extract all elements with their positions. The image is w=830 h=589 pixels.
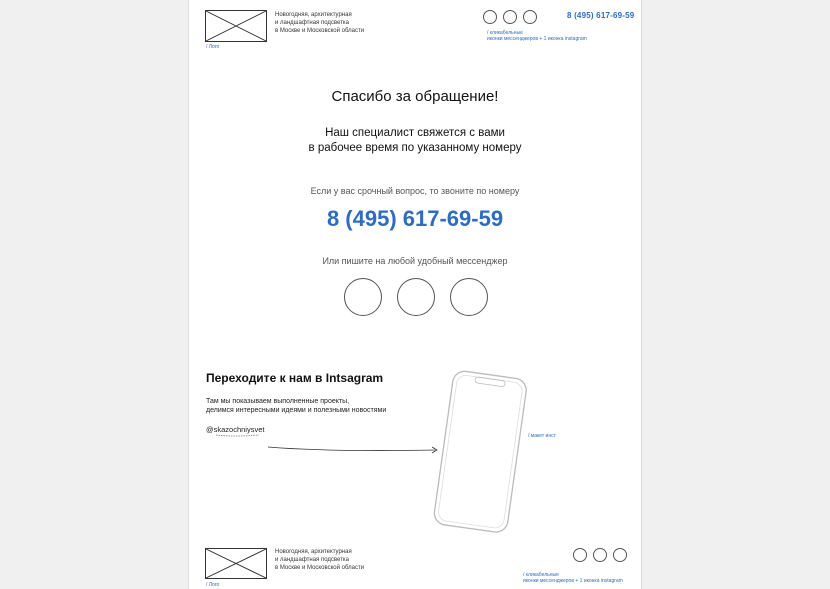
urgent-text: Если у вас срочный вопрос, то звоните по номеру [310, 186, 520, 196]
messenger-icon[interactable] [483, 10, 497, 24]
footer-messenger-note: / кликабельные иконки мессенджеров + 1 иконка instagram [523, 572, 623, 584]
messenger-icon[interactable] [397, 278, 435, 316]
instagram-text: Там мы показываем выполненные проекты, делимся интересными идеями и полезными новостями [206, 398, 387, 414]
instagram-icon[interactable] [613, 548, 627, 562]
image-placeholder-icon [206, 549, 266, 578]
mockup-note: / макет инст [528, 433, 556, 439]
instagram-title: Переходите к нам в Intsagram [206, 371, 384, 385]
messenger-icon[interactable] [503, 10, 517, 24]
messenger-note: / кликабельные иконки мессенджеров + 1 иконка instagram [487, 30, 587, 42]
header-phone-link[interactable]: 8 (495) 617-69-59 [567, 11, 635, 20]
page-canvas [188, 0, 642, 589]
big-phone-link[interactable]: 8 (495) 617-69-59 [326, 206, 504, 231]
thanks-heading: Спасибо за обращение! [331, 88, 499, 105]
messenger-icon[interactable] [573, 548, 587, 562]
footer-logo-placeholder[interactable] [205, 548, 267, 579]
header-tagline: Новогодняя, архитектурная и ландшафтная подсветка в Москве и Московской области [275, 12, 365, 34]
footer-tagline: Новогодняя, архитектурная и ландшафтная подсветка в Москве и Московской области [275, 549, 365, 571]
messenger-text: Или пишите на любой удобный мессенджер [322, 256, 508, 266]
footer-logo-note: / Лого [206, 582, 220, 588]
messenger-icon[interactable] [450, 278, 488, 316]
instagram-handle-link[interactable]: @skazochniysvet [206, 425, 265, 434]
logo-note: / Лого [206, 44, 220, 50]
logo-placeholder[interactable] [205, 10, 267, 42]
callback-text: Наш специалист свяжется с вами в рабочее время по указанному номеру [308, 127, 522, 154]
image-placeholder-icon [206, 11, 266, 41]
instagram-mockup [189, 360, 641, 540]
messenger-icon[interactable] [344, 278, 382, 316]
messenger-icon[interactable] [593, 548, 607, 562]
instagram-icon[interactable] [523, 10, 537, 24]
